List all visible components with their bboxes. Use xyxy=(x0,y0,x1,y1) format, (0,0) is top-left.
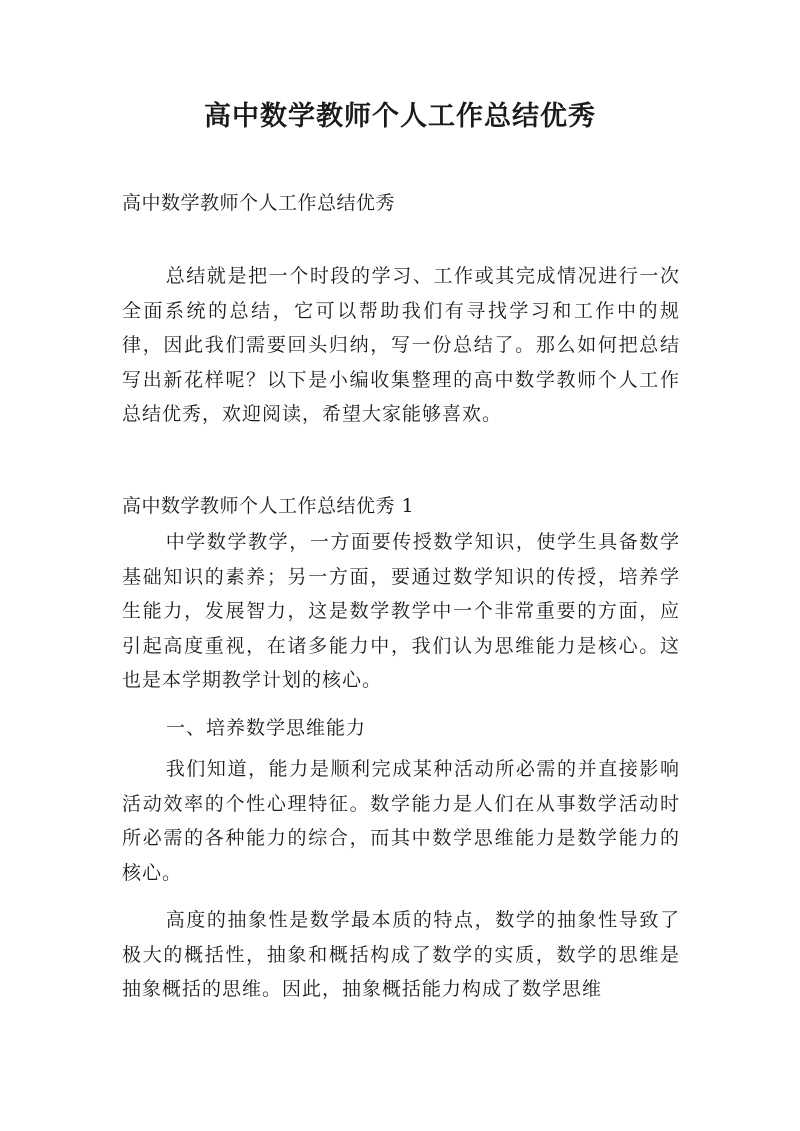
sub-heading-thinking-ability: 一、培养数学思维能力 xyxy=(166,717,367,739)
section1-paragraph-3: 高度的抽象性是数学最本质的特点，数学的抽象性导致了极大的概括性，抽象和概括构成了数学的实质，数学的思维是抽象概括的思维。因此，抽象概括能力构成了数学思维 xyxy=(122,909,680,1000)
section1-paragraph-2: 我们知道，能力是顺利完成某种活动所必需的并直接影响活动效率的个性心理特征。数学能力是人们在从事数学活动时所必需的各种能力的综合，而其中数学思维能力是数学能力的核心。 xyxy=(122,758,680,884)
section-heading-1: 高中数学教师个人工作总结优秀 1 xyxy=(122,495,415,517)
document-title: 高中数学教师个人工作总结优秀 xyxy=(204,101,596,132)
intro-paragraph: 总结就是把一个时段的学习、工作或其完成情况进行一次全面系统的总结，它可以帮助我们有寻找学习和工作中的规律，因此我们需要回头归纳，写一份总结了。那么如何把总结写出新花样呢？以下是小编收集整理的高中数学教师个人工作总结优秀，欢迎阅读，希望大家能够喜欢。 xyxy=(122,265,680,425)
document-subtitle: 高中数学教师个人工作总结优秀 xyxy=(122,192,396,214)
section1-paragraph-1: 中学数学教学，一方面要传授数学知识，使学生具备数学基础知识的素养；另一方面，要通过数学知识的传授，培养学生能力，发展智力，这是数学教学中一个非常重要的方面，应引起高度重视，在诸多能力中，我们认为思维能力是核心。这也是本学期教学计划的核心。 xyxy=(122,531,680,691)
